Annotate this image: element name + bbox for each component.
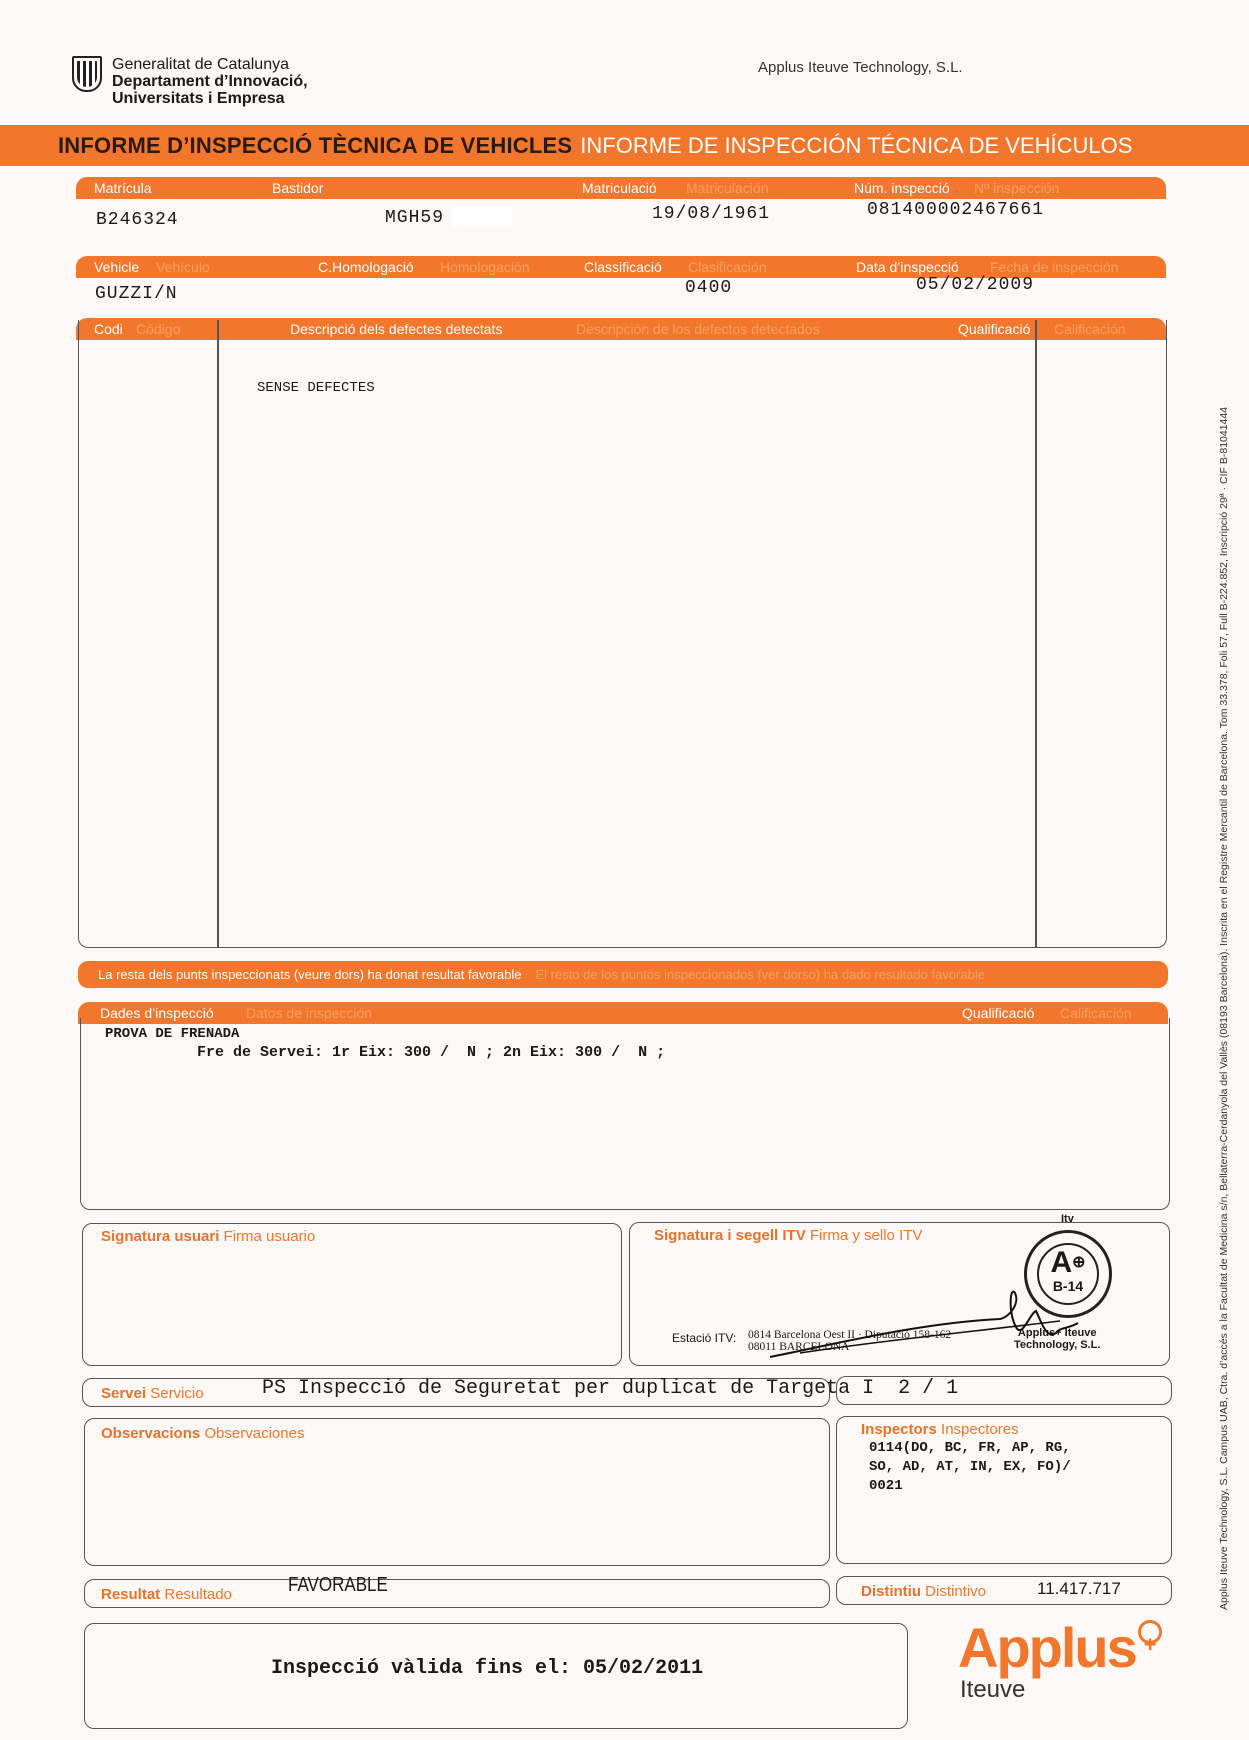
- bastidor-label: Bastidor: [272, 180, 324, 196]
- dades-inspeccio-label: Dades d’inspecció: [100, 1005, 214, 1021]
- inspection-data-box: [80, 1018, 1170, 1210]
- servei-label-cat: Servei: [101, 1385, 147, 1402]
- row1-label-bar: [76, 177, 1166, 199]
- user-signature-box: [82, 1223, 622, 1366]
- defects-text: SENSE DEFECTES: [257, 380, 375, 396]
- stamp-company-line-2: Technology, S.L.: [1014, 1339, 1101, 1351]
- generalitat-header: [72, 56, 308, 107]
- defects-table: [78, 320, 1167, 948]
- vehicle-label: Vehicle: [94, 259, 140, 275]
- side-legal-text: Applus Iteuve Technology, S.L. Campus UAB, Ctra. d’accés a la Facultat de Medicina s/n, Bellaterra-Cerdanyola del Vallès (08193 Barcelona). Inscrita en el Registre Mercantil de Barcelona. Tom 33.378, Foli 57, Full B-224.852, Inscripció 29ª · CIF B-81041444: [1218, 406, 1230, 1610]
- inspectors-box: [836, 1416, 1172, 1564]
- matriculacio-label: Matriculació: [582, 180, 657, 196]
- datos-inspeccion-label: Datos de inspección: [246, 1005, 373, 1021]
- title-spanish: INFORME DE INSPECCIÓN TÉCNICA DE VEHÍCULOS: [580, 132, 1133, 158]
- observacions-box: [84, 1418, 830, 1566]
- seal-letter: A⊕: [1050, 1246, 1086, 1279]
- matricula-value: B246324: [96, 210, 179, 230]
- station-line-2: 08011 BARCELONA: [748, 1341, 850, 1353]
- seal-inner: [1037, 1243, 1099, 1305]
- generalitat-shield-icon: [72, 56, 102, 92]
- signatura-itv-label: Signatura i segell ITV: [654, 1227, 806, 1244]
- matricula-label: Matrícula: [94, 180, 152, 196]
- gen-line-2: Departament d’Innovació,: [112, 73, 308, 90]
- redaction-block: [452, 207, 512, 227]
- resultat-box: [84, 1579, 830, 1608]
- observacions-label-cat: Observacions: [101, 1425, 201, 1442]
- applus-logo: [958, 1616, 1162, 1704]
- data-inspeccio-value: 05/02/2009: [916, 275, 1035, 295]
- remaining-points-note: [78, 961, 1168, 988]
- distintiu-label: [861, 1583, 986, 1600]
- note-spanish: El resto de los puntos inspeccionados (ver dorso) ha dado resultado favorable: [535, 967, 985, 982]
- stamp-company-line-1: Applus+ Iteuve: [1017, 1327, 1097, 1339]
- gen-line-3: Universitats i Empresa: [112, 90, 285, 107]
- resultat-label-cat: Resultat: [101, 1586, 161, 1603]
- resultado-label-es: Resultado: [164, 1586, 232, 1603]
- observacions-label: [101, 1425, 304, 1442]
- distintiu-box: [836, 1576, 1172, 1605]
- inspection-qualificacio-label: Qualificació: [962, 1005, 1035, 1021]
- codigo-label: Código: [136, 321, 181, 337]
- inspectores-label-es: Inspectores: [941, 1421, 1019, 1438]
- inspectors-line-2: SO, AD, AT, IN, EX, FO)/: [869, 1459, 1071, 1475]
- station-label: Estació ITV:: [672, 1331, 737, 1345]
- matriculacion-label: Matriculación: [686, 180, 769, 196]
- generalitat-text: [112, 56, 308, 107]
- inspection-calificacion-label: Calificación: [1060, 1005, 1132, 1021]
- company-name: Applus Iteuve Technology, S.L.: [758, 59, 963, 76]
- defects-column-divider: [217, 320, 219, 947]
- matriculacio-value: 19/08/1961: [652, 204, 771, 224]
- title-catalan: INFORME D’INSPECCIÓ TÈCNICA DE VEHICLES: [58, 132, 573, 158]
- signatura-usuari-label: Signatura usuari: [101, 1228, 220, 1245]
- applus-brand: Applus: [958, 1616, 1136, 1679]
- inspectors-list: [869, 1439, 1071, 1496]
- gen-line-1: Generalitat de Catalunya: [112, 56, 289, 73]
- vehicle-value: GUZZI/N: [95, 284, 178, 304]
- user-signature-label: [101, 1228, 315, 1245]
- servei-value: PS Inspecció de Seguretat per duplicat de Targeta I 2 / 1: [262, 1377, 959, 1400]
- homologacio-label: C.Homologació: [318, 259, 414, 275]
- firma-itv-label: Firma y sello ITV: [809, 1227, 923, 1244]
- observaciones-label-es: Observaciones: [204, 1425, 305, 1442]
- inspectors-line-3: 0021: [869, 1478, 903, 1494]
- inspectors-label: [861, 1421, 1019, 1438]
- classificacio-value: 0400: [685, 278, 733, 298]
- validity-text: Inspecció vàlida fins el: 05/02/2011: [271, 1657, 704, 1680]
- servicio-label-es: Servicio: [150, 1385, 204, 1402]
- classificacio-label: Classificació: [584, 259, 662, 275]
- brake-test-values: Fre de Servei: 1r Eix: 300 / N ; 2n Eix: 300 / N ;: [197, 1044, 666, 1061]
- title-bar: [0, 125, 1249, 166]
- qualificacio-label: Qualificació: [958, 321, 1031, 337]
- qualification-column-divider: [1035, 320, 1037, 947]
- applus-wordmark: [958, 1616, 1162, 1679]
- brake-test-title: PROVA DE FRENADA: [105, 1026, 240, 1042]
- resultat-value: FAVORABLE: [288, 1574, 388, 1596]
- note-catalan: La resta dels punts inspeccionats (veure dors) ha donat resultat favorable: [98, 967, 522, 982]
- clasificacion-label: Clasificación: [688, 259, 767, 275]
- descripcion-label: Descripción de los defectos detectados: [576, 321, 820, 337]
- fecha-inspeccion-label: Fecha de inspección: [990, 259, 1119, 275]
- homologacion-label: Homologación: [440, 259, 530, 275]
- itv-signature-label: [654, 1227, 922, 1244]
- seal-top-text: Itv: [1061, 1213, 1074, 1225]
- vehiculo-label: Vehículo: [156, 259, 210, 275]
- itv-seal-icon: [1024, 1213, 1112, 1318]
- bastidor-value: MGH59: [385, 208, 445, 228]
- num-inspeccion-label: Nº inspección: [974, 180, 1060, 196]
- inspectors-label-cat: Inspectors: [861, 1421, 937, 1438]
- validity-box: [84, 1623, 908, 1729]
- codi-label: Codi: [94, 321, 123, 337]
- distintivo-label-es: Distintivo: [925, 1583, 987, 1600]
- firma-usuario-label: Firma usuario: [223, 1228, 316, 1245]
- applus-plus-icon: [1138, 1620, 1162, 1644]
- station-line-1: 0814 Barcelona Oest II · Diputació 158-162: [748, 1329, 952, 1341]
- calificacion-label: Calificación: [1054, 321, 1126, 337]
- seal-code: B-14: [1052, 1278, 1084, 1294]
- inspectors-line-1: 0114(DO, BC, FR, AP, RG,: [869, 1440, 1071, 1456]
- descripcio-label: Descripció dels defectes detectats: [290, 321, 503, 337]
- applus-sub: Iteuve: [960, 1676, 1026, 1703]
- num-inspeccio-value: 081400002467661: [867, 200, 1045, 220]
- resultat-label: [101, 1586, 232, 1603]
- distintiu-label-cat: Distintiu: [861, 1583, 921, 1600]
- num-inspeccio-label: Núm. inspecció: [854, 180, 950, 196]
- servei-label: [101, 1385, 204, 1402]
- distintiu-value: 11.417.717: [1037, 1579, 1121, 1598]
- data-inspeccio-label: Data d’inspecció: [856, 259, 959, 275]
